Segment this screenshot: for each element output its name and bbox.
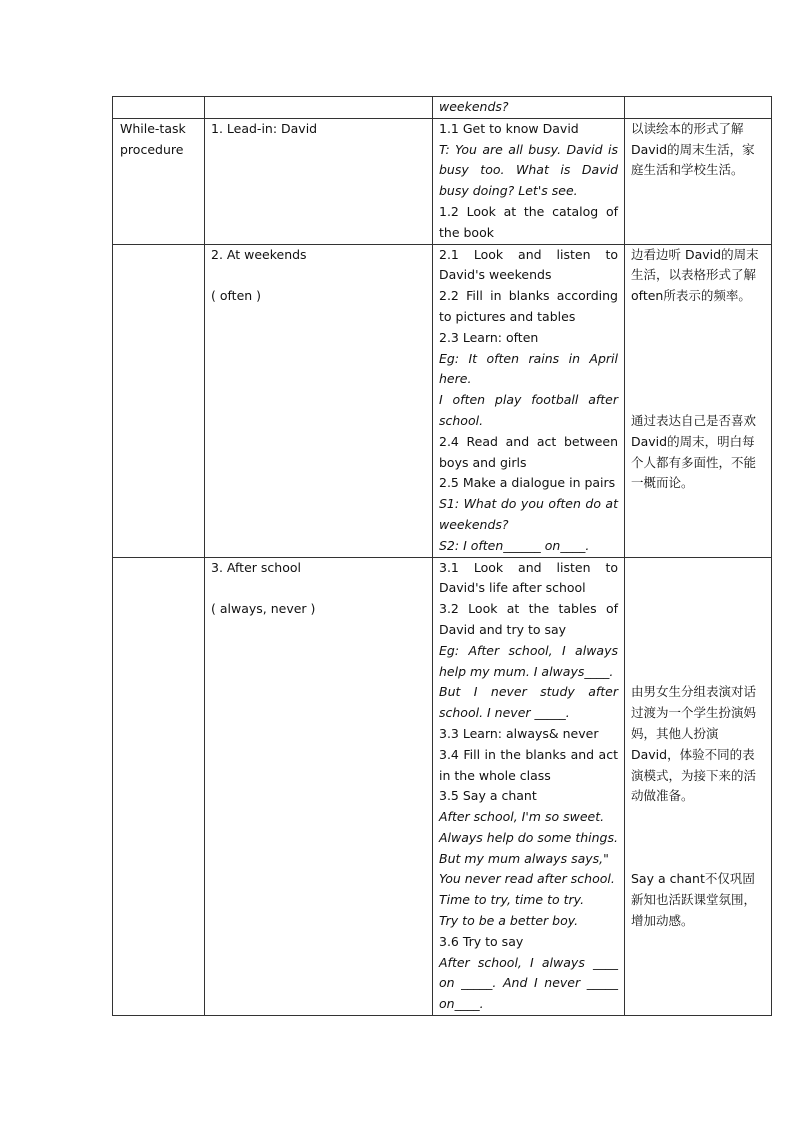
activity-line: 2.2 Fill in blanks according to pictures and tables: [439, 288, 618, 324]
phase-cell: [113, 557, 205, 1016]
activity-line: You never read after school.: [439, 871, 615, 887]
activity-cell: [433, 97, 625, 119]
step-title: 3. After school: [211, 559, 301, 575]
activity-line: 1.2 Look at the catalog of the book: [439, 203, 618, 240]
activity-line: 3.6 Try to say: [439, 933, 524, 949]
phase-cell: [113, 97, 205, 119]
activity-line: S1: What do you often do at weekends?: [439, 496, 618, 532]
teaching-note: 通过表达自己是否喜欢 David的周末，明白每个人都有多面性，不能一概而论。: [631, 412, 757, 491]
step-cell: [205, 118, 433, 244]
activity-cell: [433, 557, 625, 1016]
table-row: [113, 244, 772, 557]
step-cell: [205, 244, 433, 557]
activity-line: Always help do some things.: [439, 829, 618, 845]
table-row: [113, 118, 772, 244]
activity-line: After school, I'm so sweet.: [439, 809, 605, 825]
activity-line: 3.2 Look at the tables of David and try to say: [439, 601, 618, 637]
activity-line: But my mum always says,": [439, 850, 609, 866]
note-cell: [625, 244, 772, 557]
activity-line: 2.5 Make a dialogue in pairs: [439, 475, 616, 491]
step-title: 2. At weekends: [211, 246, 307, 262]
teaching-note: 以读绘本的形式了解David的周末生活，家庭生活和学校生活。: [631, 120, 755, 178]
activity-cell: [433, 118, 625, 244]
step-cell: [205, 97, 433, 119]
note-cell: [625, 557, 772, 1016]
activity-line: T: You are all busy. David is busy too. What is David busy doing? Let's see.: [439, 141, 618, 199]
phase-label: While-task procedure: [120, 120, 186, 157]
note-cell: [625, 97, 772, 119]
activity-line: 3.5 Say a chant: [439, 788, 537, 804]
activity-line: After school, I always ____ on _____. And I never _____ on____.: [439, 954, 618, 1012]
activity-list: [439, 558, 618, 1016]
activity-line: 2.3 Learn: often: [439, 329, 539, 345]
teaching-note: Say a chant不仅巩固新知也活跃课堂氛围，增加动感。: [631, 871, 757, 929]
table-row: [113, 557, 772, 1016]
activity-line: Try to be a better boy.: [439, 913, 579, 929]
activity-line: 3.4 Fill in the blanks and act in the whole class: [439, 746, 618, 783]
step-focus: ( often ): [211, 288, 262, 304]
step-focus: ( always, never ): [211, 601, 316, 617]
table-row: [113, 97, 772, 119]
activity-list: [439, 245, 618, 557]
teaching-note: 边看边听 David的周末生活，以表格形式了解 often所表示的频率。: [631, 246, 759, 304]
activity-cell: [433, 244, 625, 557]
note-cell: [625, 118, 772, 244]
step-cell: [205, 557, 433, 1016]
activity-line: 2.1 Look and listen to David's weekends: [439, 246, 618, 283]
activity-line: 1.1 Get to know David: [439, 120, 579, 136]
phase-cell: [113, 244, 205, 557]
lesson-plan-table: [112, 96, 772, 1016]
activity-line: Eg: It often rains in April here.: [439, 350, 618, 387]
teaching-note: 由男女生分组表演对话过渡为一个学生扮演妈妈，其他人扮演David，体验不同的表演模式，为接下来的活动做准备。: [631, 684, 757, 804]
activity-line: S2: I often______ on____.: [439, 537, 590, 553]
phase-cell: [113, 118, 205, 244]
step-title: 1. Lead-in: David: [211, 120, 318, 136]
activity-line: I often play football after school.: [439, 392, 618, 428]
activity-line: 3.1 Look and listen to David's life after school: [439, 559, 618, 596]
activity-line: 3.3 Learn: always& never: [439, 725, 599, 741]
activity-line: But I never study after school. I never _____.: [439, 684, 618, 721]
activity-line: weekends?: [439, 99, 509, 114]
activity-list: [439, 119, 618, 244]
activity-line: Time to try, time to try.: [439, 892, 585, 908]
activity-line: Eg: After school, I always help my mum. I always____.: [439, 642, 618, 679]
activity-line: 2.4 Read and act between boys and girls: [439, 433, 618, 470]
